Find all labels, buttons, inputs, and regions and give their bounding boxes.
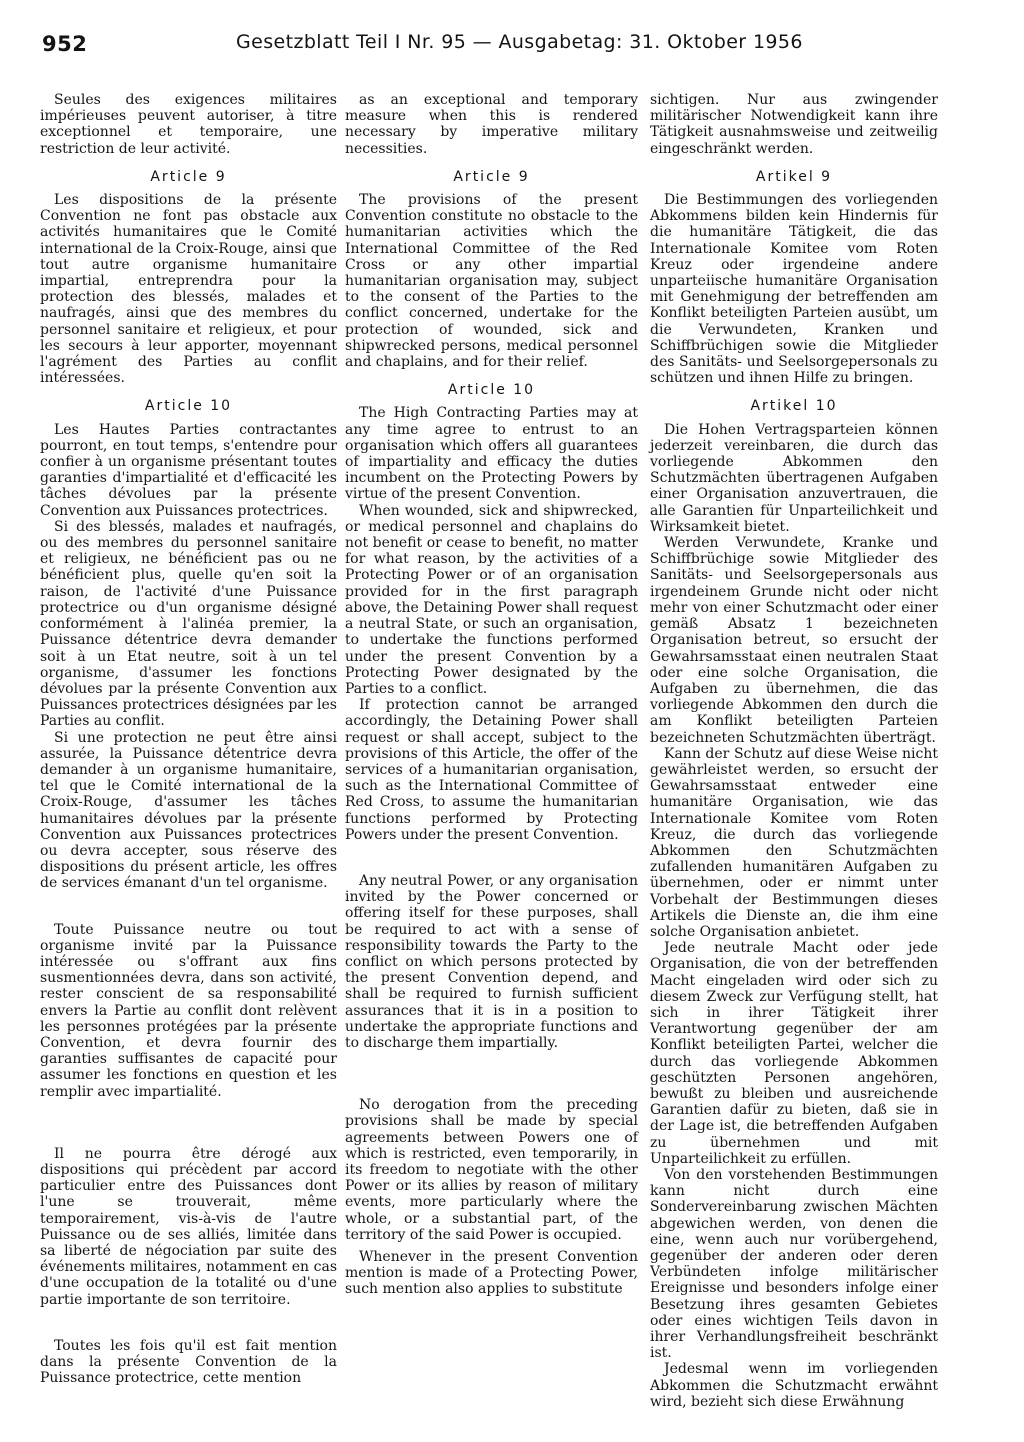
fr-article-10-paragraph-2: Si des blessés, malades et naufragés, ou des membres du personnel sanitaire et religieux, ne bénéficient pas ou ne bénéficient plus, quelle qu'en soit la raison, de l'activité d'une Puissance protectrice ou d'un organisme désigné conformément à l'alinéa premier, la Puissance détentrice devra demander soit à un Etat neutre, soit à un tel organisme, d'assumer les fonctions dévolues par la présente Convention aux Puissances protectrices désignées par les Parties au conflit.: [40, 518, 337, 730]
en-article-10-paragraph-3: If protection cannot be arranged accordingly, the Detaining Power shall request or shall accept, subject to the provisions of this Article, the offer of the services of a humanitarian organisation, such as the International Committee of Red Cross, to assume the humanitarian functions performed by Protecting Powers under the present Convention.: [345, 697, 638, 843]
fr-article-10-paragraph-1: Les Hautes Parties contractantes pourront, en tout temps, s'entendre pour confier à un organisme présentant toutes garanties d'impartialité et d'efficacité les tâches dévolues par la présente Convention aux Puissances protectrices.: [40, 421, 337, 519]
fr-article-10-paragraph-5: Il ne pourra être dérogé aux dispositions qui précèdent par accord particulier entre des Puissances dont l'une se trouverait, même temporairement, vis-à-vis de l'autre Puissance ou de ses alliés, limitée dans sa liberté de négociation par suite des événements militaires, notamment en cas d'une occupation de la totalité ou d'une partie importante de son territoire.: [40, 1145, 337, 1308]
en-article-10-paragraph-1: The High Contracting Parties may at any time agree to entrust to an organisation which offers all guarantees of impartiality and efficacy the duties incumbent on the Protecting Powers by virtue of the present Convention.: [345, 405, 638, 503]
fr-article-9-heading: Article 9: [150, 168, 227, 185]
running-head: Gesetzblatt Teil I Nr. 95 — Ausgabetag: 31. Oktober 1956: [236, 31, 803, 53]
en-intro: as an exceptional and temporary measure when this is rendered necessary by imperative military necessities.: [345, 92, 638, 157]
page-number: 952: [42, 32, 88, 56]
de-artikel-10-heading: Artikel 10: [750, 398, 838, 415]
fr-article-9-text: Les dispositions de la présente Convention ne font pas obstacle aux activités humanitaires que le Comité international de la Croix-Rouge, ainsi que tout autre organisme humanitaire impartial, entreprendra pour la protection des blessés, malades et naufragés, ainsi que des membres du personnel sanitaire et religieux, et pour les secours à leur apporter, moyennant l'agrément des Parties au conflit intéressées.: [40, 192, 337, 387]
en-article-10-paragraph-2: When wounded, sick and shipwrecked, or medical personnel and chaplains do not benefit or cease to benefit, no matter for what reason, by the activities of a Protecting Power or of an organisation provided for in the first paragraph above, the Detaining Power shall request a neutral State, or such an organisation, to undertake the functions performed under the present Convention by a Protecting Power designated by the Parties to a conflict.: [345, 502, 638, 697]
en-article-9-text: The provisions of the present Convention constitute no obstacle to the humanitarian activities which the International Committee of the Red Cross or any other impartial humanitarian organisation may, subject to the consent of the Parties to the conflict concerned, undertake for the protection of wounded, sick and shipwrecked persons, medical personnel and chaplains, and for their relief.: [345, 192, 638, 371]
fr-intro: Seules des exigences militaires impérieuses peuvent autoriser, à titre exceptionnel et temporaire, une restriction de leur activité.: [40, 92, 337, 157]
english-column: [345, 92, 638, 1298]
en-article-10-paragraph-4: Any neutral Power, or any organisation invited by the Power concerned or offering itself for these purposes, shall be required to act with a sense of responsibility towards the Party to the conflict on which persons protected by the present Convention depend, and shall be required to furnish sufficient assurances that it is in a position to undertake the appropriate functions and to discharge them impartially.: [345, 872, 638, 1051]
fr-article-10-paragraph-4: Toute Puissance neutre ou tout organisme invité par la Puissance intéressée ou s'offrant aux fins susmentionnées devra, dans son activité, rester conscient de sa responsabilité envers la Partie au conflit dont relèvent les personnes protégées par la présente Convention, et devra fournir des garanties suffisantes de capacité pour assumer les fonctions en question et les remplir avec impartialité.: [40, 921, 337, 1100]
en-article-9-heading: Article 9: [453, 168, 530, 185]
de-artikel-9-text: Die Bestimmungen des vorliegenden Abkommens bilden kein Hindernis für die humanitäre Tätigkeit, die das Internationale Komitee vom Roten Kreuz oder irgendeine andere unparteiische humanitäre Organisation mit Genehmigung der betreffenden am Konflikt beteiligten Parteien ausübt, um die Verwundeten, Kranken und Schiffbrüchigen sowie die Mitglieder des Sanitäts- und Seelsorgepersonals zu schützen und ihnen Hilfe zu bringen.: [650, 192, 938, 387]
de-artikel-10-paragraph-5: Von den vorstehenden Bestimmungen kann nicht durch eine Sondervereinbarung zwischen Mächten abgewichen werden, von denen die eine, wenn auch nur vorübergehend, gegenüber der anderen oder deren Verbündeten infolge militärischer Ereignisse und besonders infolge einer Besetzung ihres gesamten Gebietes oder eines wichtigen Teils davon in ihrer Verhandlungsfreiheit beschränkt ist.: [650, 1167, 938, 1362]
en-article-10-paragraph-6: Whenever in the present Convention mention is made of a Protecting Power, such mention also applies to substitute: [345, 1249, 638, 1298]
en-article-10-paragraph-5: No derogation from the preceding provisions shall be made by special agreements between Powers one of which is restricted, even temporarily, in its freedom to negotiate with the other Power or its allies by reason of military events, more particularly where the whole, or a substantial part, of the territory of the said Power is occupied.: [345, 1097, 638, 1243]
fr-article-10-paragraph-3: Si une protection ne peut être ainsi assurée, la Puissance détentrice devra demander à un organisme humanitaire, tel que le Comité international de la Croix-Rouge, d'assumer les tâches humanitaires dévolues par la présente Convention aux Puissances protectrices ou devra accepter, sous réserve des dispositions du présent article, les offres de services émanant d'un tel organisme.: [40, 729, 337, 892]
de-artikel-10-paragraph-6: Jedesmal wenn im vorliegenden Abkommen die Schutzmacht erwähnt wird, bezieht sich diese Erwähnung: [650, 1361, 938, 1410]
de-artikel-10-paragraph-3: Kann der Schutz auf diese Weise nicht gewährleistet werden, so ersucht der Gewahrsamsstaat entweder eine humanitäre Organisation, wie das Internationale Komitee vom Roten Kreuz, die durch das vorliegende Abkommen den Schutzmächten zufallenden humanitären Aufgaben zu übernehmen, oder er nimmt unter Vorbehalt der Bestimmungen dieses Artikels die Dienste an, die ihm eine solche Organisation anbietet.: [650, 745, 938, 940]
de-artikel-10-paragraph-2: Werden Verwundete, Kranke und Schiffbrüchige sowie Mitglieder des Sanitäts- und Seelsorgepersonals aus irgendeinem Grunde nicht oder nicht mehr von einer Schutzmacht oder einer gemäß Absatz 1 bezeichneten Organisation betreut, so ersucht der Gewahrsamsstaat einen neutralen Staat oder eine solche Organisation, die Aufgaben zu übernehmen, die das vorliegende Abkommen den durch die am Konflikt beteiligten Parteien bezeichneten Schutzmächten überträgt.: [650, 535, 938, 746]
de-artikel-10-paragraph-4: Jede neutrale Macht oder jede Organisation, die von der betreffenden Macht eingeladen wird oder sich zu diesem Zweck zur Verfügung stellt, hat sich in ihrer Tätigkeit ihrer Verantwortung gegenüber der am Konflikt beteiligten Partei, welcher die durch das vorliegende Abkommen geschützten Personen angehören, bewußt zu bleiben und ausreichende Garantien dafür zu bieten, daß sie in der Lage ist, die betreffenden Aufgaben zu übernehmen und mit Unparteilichkeit zu erfüllen.: [650, 940, 938, 1167]
fr-article-10-heading: Article 10: [144, 398, 233, 415]
german-column: [650, 92, 938, 1410]
de-intro: sichtigen. Nur aus zwingender militärischer Notwendigkeit kann ihre Tätigkeit ausnahmsweise und zeitweilig eingeschränkt werden.: [650, 92, 938, 157]
french-column: [40, 92, 337, 1386]
de-artikel-10-paragraph-1: Die Hohen Vertragsparteien können jederzeit vereinbaren, die durch das vorliegende Abkommen den Schutzmächten übertragenen Aufgaben einer Organisation anzuvertrauen, die alle Garantien für Unparteilichkeit und Wirksamkeit bietet.: [650, 421, 938, 535]
fr-article-10-paragraph-6: Toutes les fois qu'il est fait mention dans la présente Convention de la Puissance protectrice, cette mention: [40, 1337, 337, 1387]
de-artikel-9-heading: Artikel 9: [755, 168, 833, 185]
en-article-10-heading: Article 10: [447, 382, 536, 399]
